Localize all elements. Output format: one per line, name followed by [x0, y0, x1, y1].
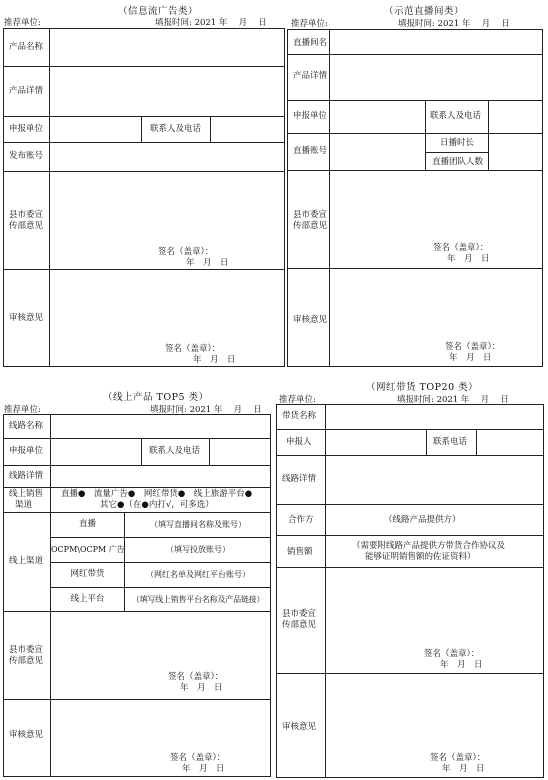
form3-channel-name: 直播	[78, 519, 96, 529]
form3-online-channel-label: 线上渠道	[9, 556, 44, 566]
form1-review-sign: 签名（盖章）：	[165, 344, 221, 354]
form3-channel-note[interactable]: （填写直播间名称及账号）	[150, 520, 246, 529]
form2-product-detail-field[interactable]	[330, 55, 542, 99]
form1-product-name-label: 产品名称	[9, 42, 44, 52]
form2-product-detail-label: 产品详情	[293, 71, 328, 81]
form4-county-date: 年 月 日	[440, 660, 483, 670]
form4-county-sign: 签名（盖章）：	[424, 649, 480, 659]
form2-room-name-field[interactable]	[330, 30, 542, 53]
form2-review-sign: 签名（盖章）：	[445, 342, 501, 352]
form3-review-label: 审核意见	[9, 730, 44, 740]
form3-channel-options-2[interactable]: 其它●（在●内打√，可多选）	[100, 500, 214, 510]
form1-product-name-field[interactable]	[50, 29, 284, 65]
form1-contact-label: 联系人及电话	[150, 124, 202, 134]
form2-contact-label: 联系人及电话	[430, 111, 482, 121]
form2-room-name-label: 直播间名	[293, 38, 328, 48]
form3-county-label-1: 县市委宣	[9, 645, 44, 655]
form4-fill-time: 填报时间: 2021 年 月 日	[397, 395, 509, 405]
form3-channel-name: OCPM\OCPM 广告	[51, 545, 125, 554]
form4-review-date: 年 月 日	[442, 764, 485, 774]
form3-county-label-2: 传部意见	[9, 656, 44, 666]
form1-product-detail-label: 产品详情	[9, 86, 44, 96]
form1-applicant-label: 申报单位	[9, 124, 44, 134]
form1-county-label-1: 县市委宣	[9, 210, 44, 220]
form3-channel-name: 网红带货	[70, 569, 105, 579]
form3-route-name-label: 线路名称	[9, 421, 44, 431]
form4-sales-note-2[interactable]: 能够证明销售额的佐证资料）	[365, 552, 476, 562]
form2-county-label-2: 传部意见	[293, 221, 328, 231]
form4-sales-label: 销售额	[287, 547, 313, 557]
form4-phone-field[interactable]	[477, 430, 543, 454]
form1-review-label: 审核意见	[9, 313, 44, 323]
form3-applicant-field[interactable]	[51, 439, 140, 464]
form4-sales-note-1[interactable]: （需要附线路产品提供方带货合作协议及	[352, 541, 506, 551]
form2-account-label: 直播账号	[293, 146, 328, 156]
form3-applicant-label: 申报单位	[9, 446, 44, 456]
form4-title: （网红带货 TOP20 类）	[366, 382, 479, 393]
form3-channel-note[interactable]: （网红名单及网红平台账号）	[146, 570, 250, 579]
form4-applicant-label: 申报人	[286, 437, 312, 447]
form2-team-size-field[interactable]	[489, 153, 542, 170]
form3-sales-channel-label-2: 渠道	[15, 500, 33, 510]
form3-channel-options-1[interactable]: 直播● 流量广告● 网红带货● 线上旅游平台●	[61, 489, 253, 499]
form4-route-detail-label: 线路详情	[282, 474, 317, 484]
form1-fill-time: 填报时间: 2021 年 月 日	[155, 18, 267, 28]
form2-account-field[interactable]	[330, 134, 424, 170]
form1-recommend-unit: 推荐单位:	[4, 18, 41, 28]
form4-county-label-1: 县市委宣	[282, 609, 317, 619]
form4-review-label: 审核意见	[282, 722, 317, 732]
form2-applicant-field[interactable]	[330, 101, 424, 133]
form4-applicant-field[interactable]	[326, 430, 425, 454]
form4-partner-note[interactable]: （线路产品提供方）	[384, 515, 461, 525]
form4-recommend-unit: 推荐单位:	[279, 395, 316, 405]
form1-title: （信息流广告类）	[118, 6, 199, 17]
form2-daily-duration-field[interactable]	[489, 134, 542, 151]
form4-county-label-2: 传部意见	[282, 620, 317, 630]
form2-title: （示范直播间类）	[384, 6, 465, 17]
form4-partner-label: 合作方	[288, 515, 314, 525]
form4-phone-label: 联系电话	[433, 437, 468, 447]
form1-county-date: 年 月 日	[186, 258, 229, 268]
form1-review-date: 年 月 日	[193, 355, 236, 365]
form4-host-name-label: 带货名称	[282, 411, 317, 421]
form2-review-label: 审核意见	[293, 315, 328, 325]
form3-review-date: 年 月 日	[182, 764, 225, 774]
form1-account-field[interactable]	[50, 143, 284, 170]
form2-contact-field[interactable]	[489, 101, 542, 133]
form2-daily-duration-label: 日播时长	[440, 138, 475, 148]
form3-county-date: 年 月 日	[180, 683, 223, 693]
form1-contact-field[interactable]	[211, 117, 284, 141]
form2-review-date: 年 月 日	[449, 353, 492, 363]
form2-county-label-1: 县市委宣	[293, 210, 328, 220]
form3-county-sign: 签名（盖章）：	[168, 672, 224, 682]
form4-review-sign: 签名（盖章）：	[430, 753, 486, 763]
form3-contact-label: 联系人及电话	[149, 446, 201, 456]
form1-applicant-field[interactable]	[50, 117, 140, 141]
form3-channel-note[interactable]: （填写线上销售平台名称及产品链接）	[131, 595, 265, 604]
form2-recommend-unit: 推荐单位:	[291, 19, 328, 29]
form3-route-detail-field[interactable]	[51, 466, 270, 486]
form2-team-size-label: 直播团队人数	[432, 157, 484, 167]
form3-channel-note[interactable]: （填写投放账号）	[166, 545, 230, 554]
form3-recommend-unit: 推荐单位:	[4, 405, 41, 415]
form3-route-name-field[interactable]	[51, 415, 270, 437]
form3-contact-field[interactable]	[210, 439, 270, 464]
form4-route-detail-field[interactable]	[326, 456, 543, 503]
form3-route-detail-label: 线路详情	[9, 471, 44, 481]
form1-account-label: 发布账号	[9, 151, 44, 161]
form2-county-sign: 签名（盖章）：	[433, 243, 489, 253]
form1-county-sign: 签名（盖章）：	[158, 247, 214, 257]
form1-product-detail-field[interactable]	[50, 67, 284, 115]
form3-fill-time: 填报时间: 2021 年 月 日	[150, 405, 262, 415]
form2-county-date: 年 月 日	[447, 254, 490, 264]
form2-applicant-label: 申报单位	[293, 111, 328, 121]
form4-host-name-field[interactable]	[326, 405, 543, 428]
form1-county-label-2: 传部意见	[9, 221, 44, 231]
form3-review-sign: 签名（盖章）：	[170, 753, 226, 763]
form3-sales-channel-label-1: 线上销售	[9, 489, 44, 499]
form2-fill-time: 填报时间: 2021 年 月 日	[398, 19, 510, 29]
form3-channel-name: 线上平台	[70, 594, 105, 604]
form3-title: （线上产品 TOP5 类）	[103, 392, 209, 403]
